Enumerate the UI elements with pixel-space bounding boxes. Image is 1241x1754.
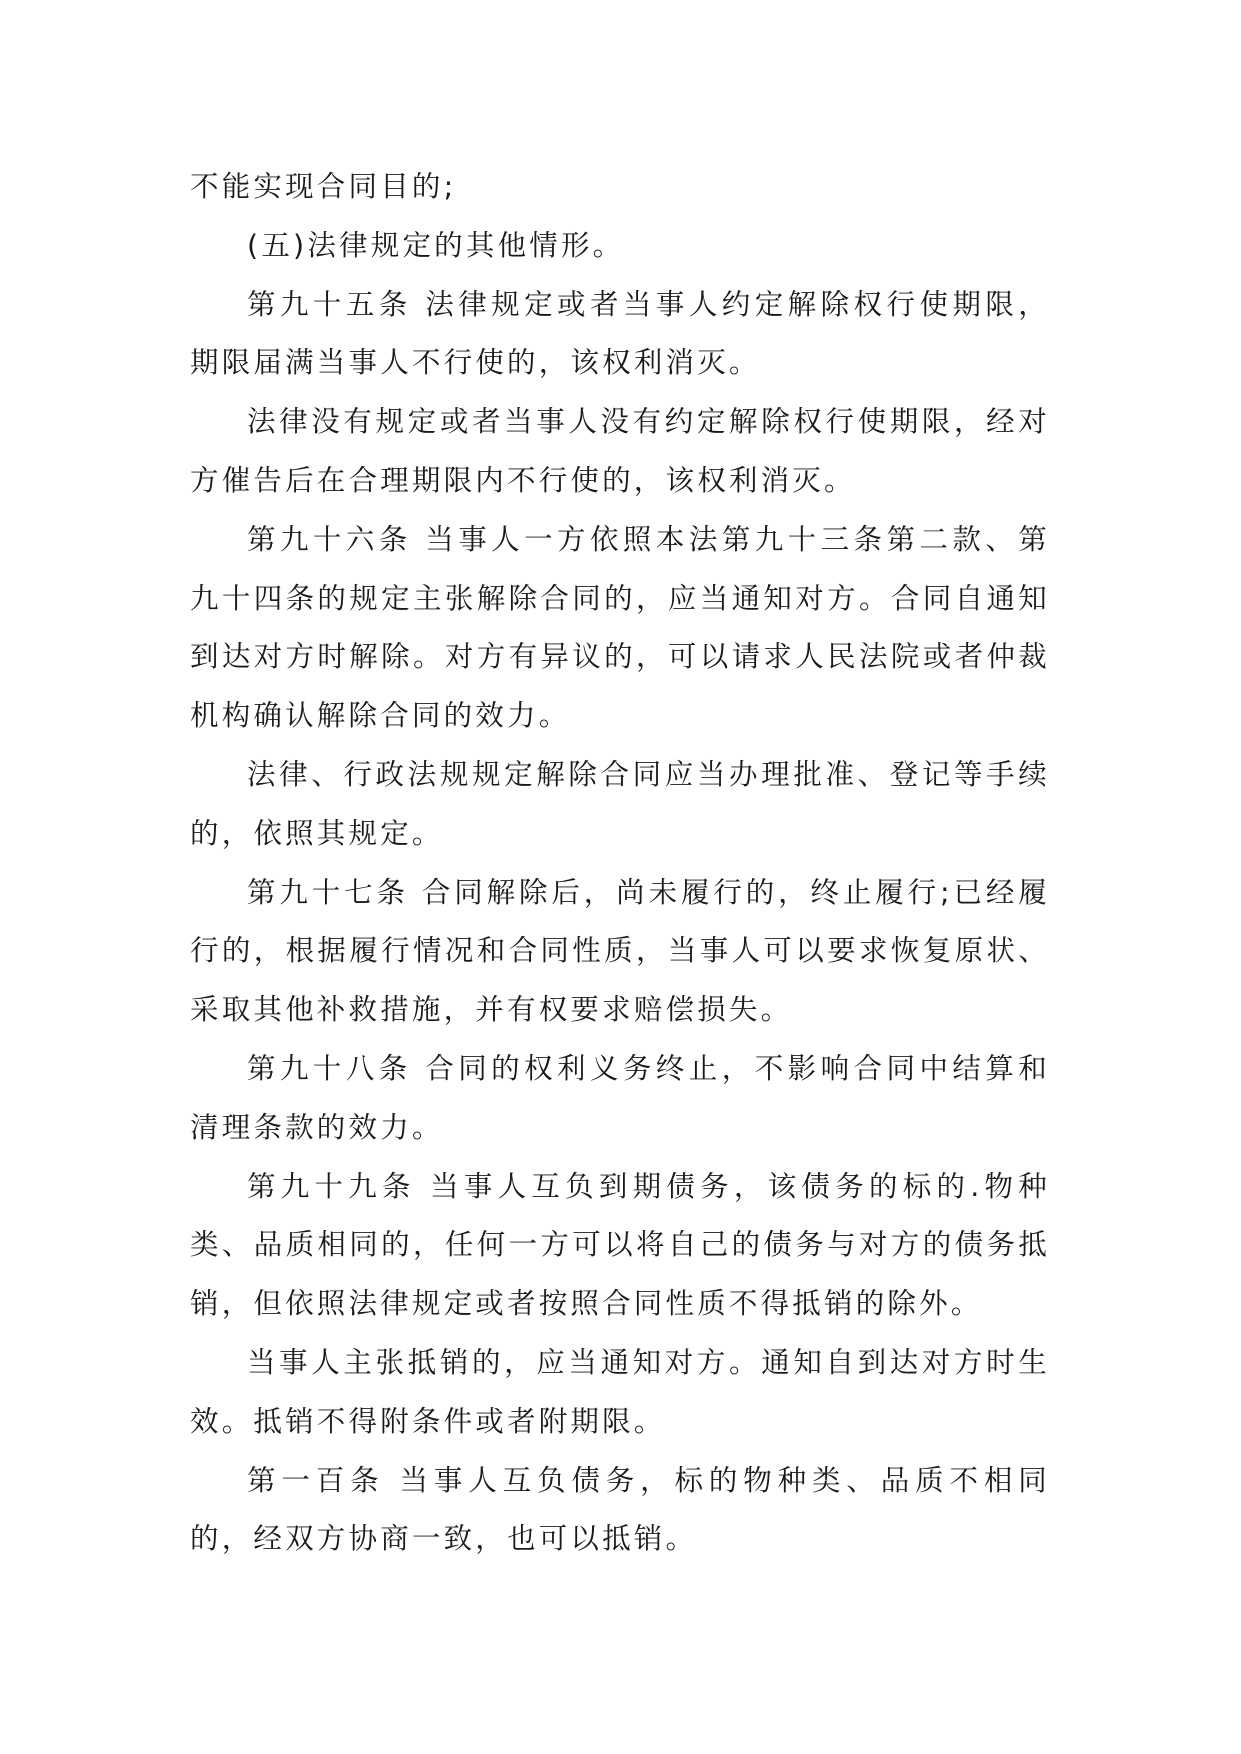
paragraph-article-96: 第九十六条 当事人一方依照本法第九十三条第二款、第九十四条的规定主张解除合同的，应当通知对方。合同自通知到达对方时解除。对方有异议的，可以请求人民法院或者仲裁机构确认解除合同的效力。 [190, 522, 1050, 733]
paragraph-item-five: (五)法律规定的其他情形。 [247, 228, 625, 262]
paragraph-article-99: 第九十九条 当事人互负到期债务，该债务的标的.物种类、品质相同的，任何一方可以将自己的债务与对方的债务抵销，但依照法律规定或者按照合同性质不得抵销的除外。 [190, 1169, 1050, 1321]
paragraph-article-96-clause-2: 法律、行政法规规定解除合同应当办理批准、登记等手续的，依照其规定。 [190, 757, 1050, 850]
paragraph-article-100: 第一百条 当事人互负债务，标的物种类、品质不相同的，经双方协商一致，也可以抵销。 [190, 1463, 1050, 1556]
paragraph-article-99-clause-2: 当事人主张抵销的，应当通知对方。通知自到达对方时生效。抵销不得附条件或者附期限。 [190, 1345, 1050, 1438]
paragraph-article-98: 第九十八条 合同的权利义务终止，不影响合同中结算和清理条款的效力。 [190, 1051, 1050, 1144]
paragraph-article-95-clause-2: 法律没有规定或者当事人没有约定解除权行使期限，经对方催告后在合理期限内不行使的，该权利消灭。 [190, 405, 1050, 497]
document-body [190, 158, 1050, 1569]
paragraph-article-97: 第九十七条 合同解除后，尚未履行的，终止履行;已经履行的，根据履行情况和合同性质，当事人可以要求恢复原状、采取其他补救措施，并有权要求赔偿损失。 [190, 875, 1050, 1027]
paragraph-continuation: 不能实现合同目的; [190, 170, 457, 203]
paragraph-article-95: 第九十五条 法律规定或者当事人约定解除权行使期限，期限届满当事人不行使的，该权利消灭。 [190, 287, 1050, 380]
